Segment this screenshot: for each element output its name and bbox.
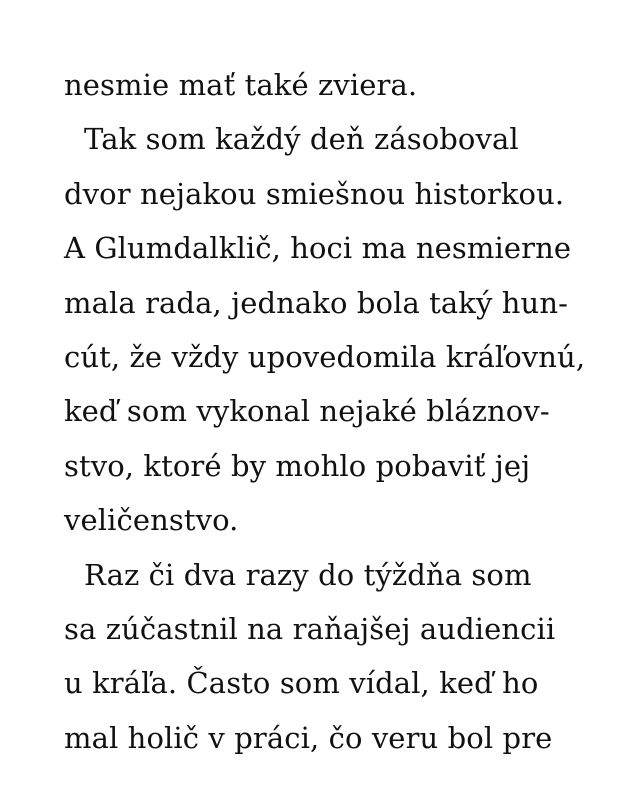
text-line: stvo, ktoré by mohlo pobaviť jej [64, 448, 531, 483]
text-line: nesmie mať také zviera. [64, 68, 418, 102]
text-line: mala rada, jednako bola taký hun- [64, 285, 569, 320]
text-line: keď som vykonal nejaké bláznov- [64, 394, 550, 429]
text-line: sa zúčastnil na raňajšej audiencii [64, 611, 556, 646]
text-line: veličenstvo. [64, 503, 239, 538]
text-line: mal holič v práci, čo veru bol pre [64, 720, 553, 755]
body-text [64, 58, 584, 765]
text-line: A Glumdalklič, hoci ma nesmierne [64, 231, 572, 266]
text-line: u kráľa. Často som vídal, keď ho [64, 666, 539, 701]
text-line: dvor nejakou smiešnou historkou. [64, 176, 565, 211]
text-line: cút, že vždy upovedomila kráľovnú, [64, 339, 586, 374]
text-line-paragraph-start: Tak som každý deň zásoboval [84, 122, 519, 157]
text-line-paragraph-start: Raz či dva razy do týždňa som [84, 557, 532, 592]
